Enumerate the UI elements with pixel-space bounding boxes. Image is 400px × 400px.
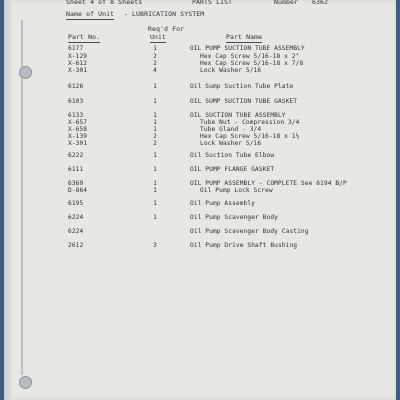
qty: 1 <box>153 214 157 221</box>
document-page <box>4 0 396 400</box>
col-part-no: Part No. <box>68 33 101 41</box>
part-name: Hex Cap Screw 5/16-18 x 7/8 <box>200 60 304 67</box>
part-name: Hex Cap Screw 5/16-18 x 1½ <box>200 133 300 140</box>
part-no: X-129 <box>68 53 88 60</box>
part-no: D-864 <box>68 187 88 194</box>
part-no: X-612 <box>68 60 88 67</box>
qty: 2 <box>153 60 157 67</box>
unit-value: - LUBRICATION SYSTEM <box>124 10 205 18</box>
part-no: X-657 <box>68 119 88 126</box>
qty: 2 <box>153 140 157 147</box>
part-no: X-139 <box>68 133 88 140</box>
part-name: Oil Pump Lock Screw <box>200 187 273 194</box>
sheet-line: Sheet 4 of 8 Sheets <box>66 0 143 6</box>
col-part-name: Part Name <box>226 33 263 41</box>
part-no: 6195 <box>68 200 84 207</box>
part-name: Hex Cap Screw 5/16-18 x 2" <box>200 53 300 60</box>
qty: 1 <box>153 98 157 105</box>
part-name: Oil Pump Scavenger Body <box>190 214 278 221</box>
part-no: X-301 <box>68 67 88 74</box>
part-name: Lock Washer 5/16 <box>200 67 262 74</box>
part-no: 6224 <box>68 214 84 221</box>
unit-label: Name of Unit <box>66 10 115 18</box>
part-name: Tube Nut - Compression 3/4 <box>200 119 300 126</box>
number-value: 6362 <box>312 0 329 6</box>
col-reqd-for: Req'd For <box>148 25 185 33</box>
page-edge <box>4 0 12 400</box>
part-no: 2612 <box>68 242 84 249</box>
punch-hole <box>19 66 32 79</box>
part-no: 6111 <box>68 166 84 173</box>
number-label: Number <box>274 0 299 6</box>
punch-hole <box>19 376 32 389</box>
col-unit: Unit <box>150 33 167 41</box>
qty: 1 <box>153 119 157 126</box>
part-name: Tube Gland - 3/4 <box>200 126 262 133</box>
qty: 2 <box>153 53 157 60</box>
qty: 1 <box>153 45 157 52</box>
part-no: 6126 <box>68 83 84 90</box>
qty: 1 <box>153 166 157 173</box>
part-name: Oil Pump Drive Shaft Bushing <box>190 242 298 249</box>
part-no: 6177 <box>68 45 84 52</box>
qty: 3 <box>153 242 157 249</box>
qty: 1 <box>153 83 157 90</box>
part-no: 6133 <box>68 112 84 119</box>
part-no: 6224 <box>68 228 84 235</box>
part-no: 6103 <box>68 98 84 105</box>
part-name: Oil Pump Assembly <box>190 200 256 207</box>
part-name: OIL PUMP ASSEMBLY - COMPLETE See 6194 B/P <box>190 180 347 187</box>
part-no: X-301 <box>68 140 88 147</box>
qty: 4 <box>153 67 157 74</box>
qty: 1 <box>153 112 157 119</box>
part-name: OIL SUMP SUCTION TUBE GASKET <box>190 98 298 105</box>
part-name: OIL SUCTION TUBE ASSEMBLY <box>190 112 286 119</box>
part-no: X-658 <box>68 126 88 133</box>
qty: 1 <box>153 180 157 187</box>
part-name: Oil Pump Scavenger Body Casting <box>190 228 309 235</box>
qty: 1 <box>153 152 157 159</box>
qty: 2 <box>153 133 157 140</box>
qty: 1 <box>153 187 157 194</box>
part-no: 6369 <box>68 180 84 187</box>
part-name: OIL PUMP SUCTION TUBE ASSEMBLY <box>190 45 305 52</box>
part-name: Oil Suction Tube Elbow <box>190 152 275 159</box>
qty: 1 <box>153 126 157 133</box>
parts-list-title: PARTS LIST <box>192 0 233 6</box>
part-name: OIL PUMP FLANGE GASKET <box>190 166 275 173</box>
part-name: Oil Sump Suction Tube Plate <box>190 83 294 90</box>
qty: 1 <box>153 200 157 207</box>
part-name: Lock Washer 5/16 <box>200 140 262 147</box>
part-no: 6222 <box>68 152 84 159</box>
